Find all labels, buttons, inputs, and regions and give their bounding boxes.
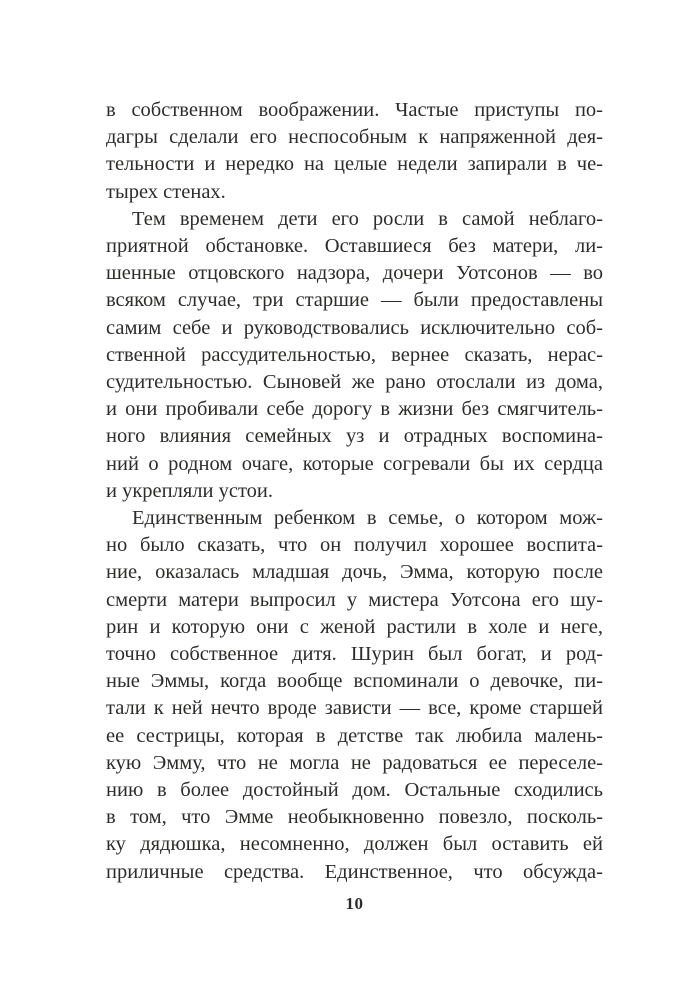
text-line: ее сестрицы, которая в детстве так любила малень- <box>106 724 603 747</box>
text-line: и они пробивали себе дорогу в жизни без смягчитель- <box>106 398 603 421</box>
text-line: Тем временем дети его росли в самой неблаго- <box>132 207 603 230</box>
text-line: в собственном воображении. Частые приступы по- <box>106 99 603 121</box>
text-line: приличные средства. Единственное, что обсужда- <box>106 860 603 883</box>
text-line: ственной рассудительностью, вернее сказать, нерас- <box>106 343 603 366</box>
text-line: ний о родном очаге, которые согревали бы их сердца <box>106 452 603 475</box>
text-line: приятной обстановке. Оставшиеся без матери, ли- <box>106 235 603 258</box>
text-line: нию в более достойный дом. Остальные сходились <box>106 779 603 802</box>
text-line: ку дядюшка, несомненно, должен был оставить ей <box>106 833 603 856</box>
text-line: кую Эмму, что не могла не радоваться ее переселе- <box>106 751 603 774</box>
text-line: самим себе и руководствовались исключительно соб- <box>106 316 603 339</box>
text-line: и укрепляли устои. <box>106 479 273 502</box>
text-line: шенные отцовского надзора, дочери Уотсонов — во <box>106 262 603 285</box>
text-line: точно собственное дитя. Шурин был богат, и род- <box>106 643 603 666</box>
text-line: рин и которую они с женой растили в холе и неге, <box>106 615 603 638</box>
page-number: 10 <box>345 894 364 913</box>
text-line: но было сказать, что он получил хорошее воспита- <box>106 534 603 557</box>
text-line: в том, что Эмме необыкновенно повезло, посколь- <box>106 806 603 829</box>
text-line: всяком случае, три старшие — были предоставлены <box>106 289 603 312</box>
text-line: смерти матери выпросил у мистера Уотсона его шу- <box>106 588 603 611</box>
text-line: ные Эммы, когда вообще вспоминали о девочке, пи- <box>106 670 603 693</box>
text-line: тали к ней нечто вроде зависти — все, кроме старшей <box>106 697 603 720</box>
text-line: ние, оказалась младшая дочь, Эмма, которую после <box>106 561 603 584</box>
text-line: судительностью. Сыновей же рано отослали из дома, <box>106 371 603 394</box>
text-line: дагры сделали его неспособным к напряженной дея- <box>106 126 603 149</box>
text-line: тырех стенах. <box>106 180 226 203</box>
text-line: тельности и нередко на целые недели запирали в че- <box>106 153 603 176</box>
text-line: ного влияния семейных уз и отрадных воспомина- <box>106 425 603 448</box>
text-block <box>106 97 603 886</box>
text-line: Единственным ребенком в семье, о котором мож- <box>132 507 603 530</box>
